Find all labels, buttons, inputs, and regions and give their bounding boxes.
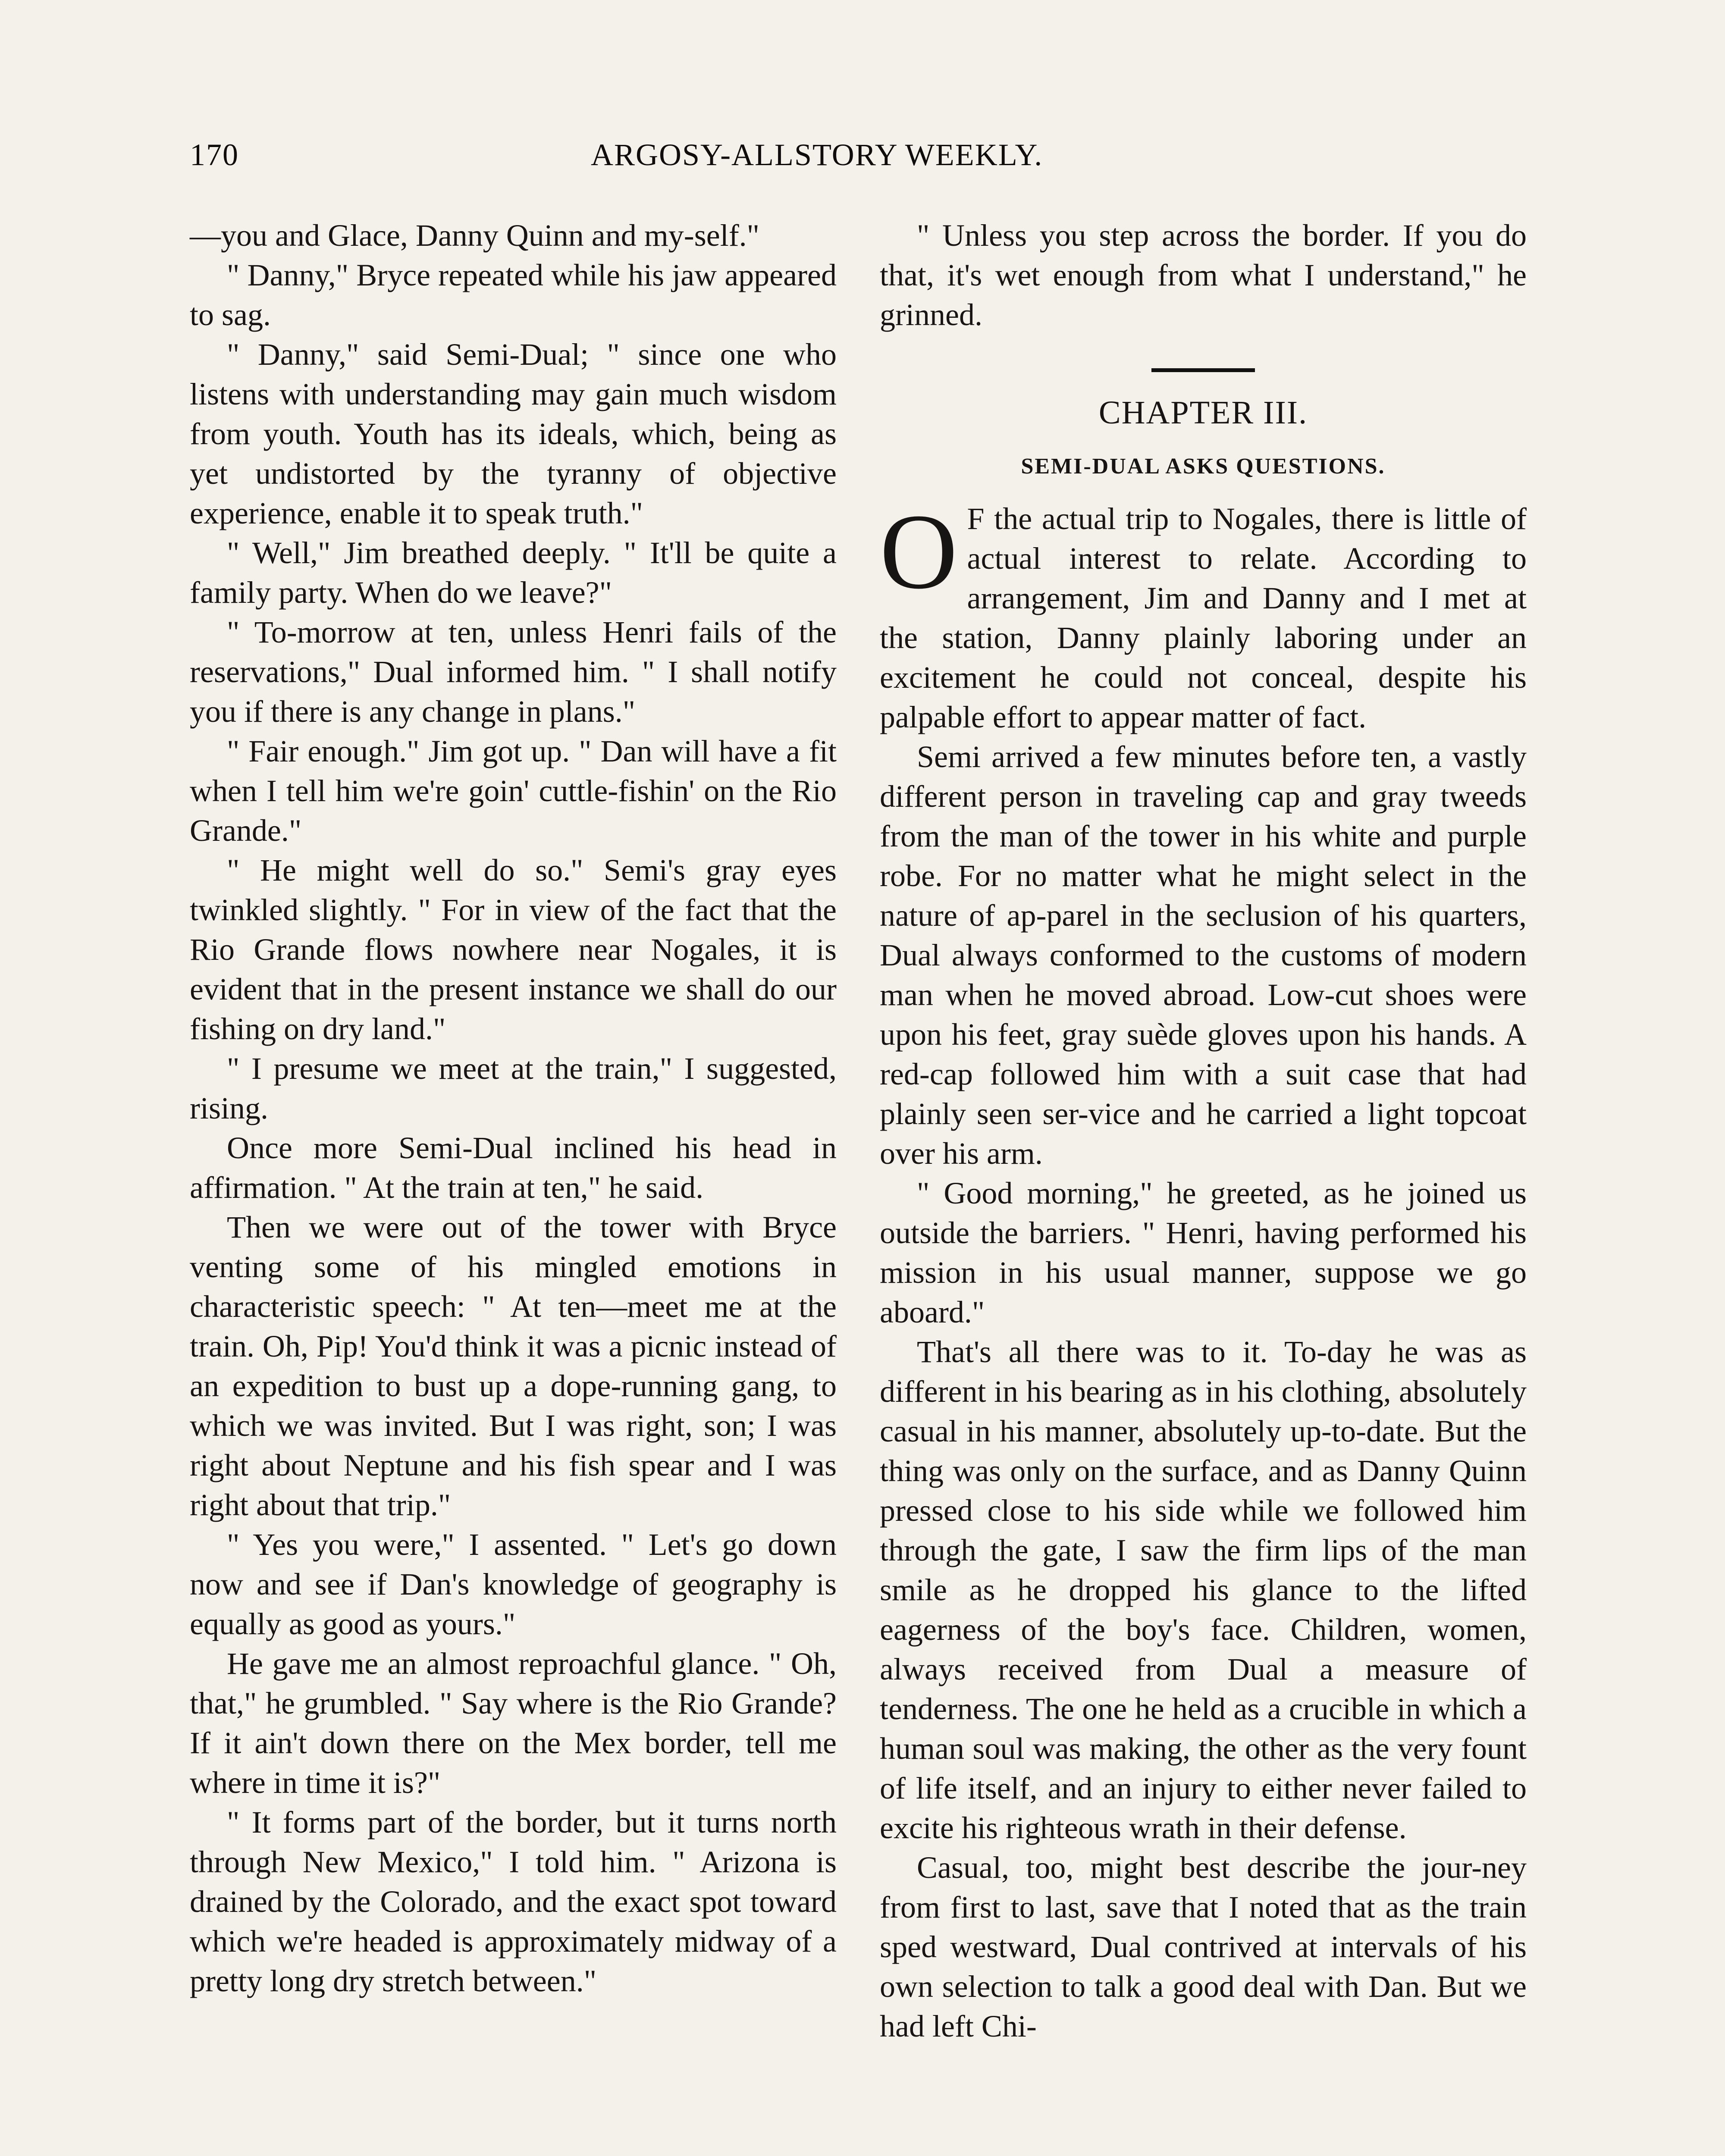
- opening-paragraph: " Unless you step across the border. If you do that, it's wet enough from what I understand," he grinned.: [880, 218, 1527, 332]
- chapter-subtitle: SEMI-DUAL ASKS QUESTIONS.: [1021, 454, 1386, 479]
- section-divider: [1151, 368, 1255, 372]
- paragraph: Casual, too, might best describe the jour-ney from first to last, save that I noted that as the train sped westward, Dual contrived at intervals of his own selection to talk a good deal with Dan. But we had left Chi-: [880, 1850, 1527, 2043]
- paragraph: " Danny," Bryce repeated while his jaw appeared to sag.: [190, 258, 837, 332]
- paragraph: " I presume we meet at the train," I suggested, rising.: [190, 1051, 837, 1125]
- paragraph: " Fair enough." Jim got up. " Dan will have a fit when I tell him we're goin' cuttle-fishin' on the Rio Grande.": [190, 734, 837, 848]
- chapter-title: CHAPTER III.: [1098, 395, 1308, 431]
- paragraph: " Danny," said Semi-Dual; " since one who listens with understanding may gain much wisdom from youth. Youth has its ideals, which, being as yet undistorted by the tyranny of objective experience, enable it to speak truth.": [190, 337, 837, 530]
- page-number: 170: [190, 138, 239, 172]
- running-head: ARGOSY-ALLSTORY WEEKLY.: [591, 138, 1043, 172]
- first-paragraph-text: F the actual trip to Nogales, there is little of actual interest to relate. According to arrangement, Jim and Danny and I met at the station, Danny plainly laboring under an excitement he could not conceal, despite his palpable effort to appear matter of fact.: [880, 501, 1527, 734]
- paragraph: " To-morrow at ten, unless Henri fails of the reservations," Dual informed him. " I shall notify you if there is any change in plans.": [190, 615, 837, 729]
- left-column: [190, 216, 837, 2001]
- paragraph: Semi arrived a few minutes before ten, a vastly different person in traveling cap and gray tweeds from the man of the tower in his white and purple robe. For no matter what he might select in the nature of ap-parel in the seclusion of his quarters, Dual always conformed to the customs of modern man when he moved abroad. Low-cut shoes were upon his feet, gray suède gloves upon his hands. A red-cap followed him with a suit case that had plainly seen ser-vice and he carried a light topcoat over his arm.: [880, 740, 1527, 1171]
- paragraph: Then we were out of the tower with Bryce venting some of his mingled emotions in characteristic speech: " At ten—meet me at the train. Oh, Pip! You'd think it was a picnic instead of an expedition to bust up a dope-running gang, to which we was invited. But I was right, son; I was right about Neptune and his fish spear and I was right about that trip.": [190, 1210, 837, 1522]
- paragraph: " Yes you were," I assented. " Let's go down now and see if Dan's knowledge of geography is equally as good as yours.": [190, 1527, 837, 1641]
- page-header: [0, 137, 1725, 185]
- paragraph: " Good morning," he greeted, as he joined us outside the barriers. " Henri, having performed his mission in his usual manner, suppose we go aboard.": [880, 1176, 1527, 1329]
- right-column: [880, 216, 1527, 2046]
- paragraph: " Well," Jim breathed deeply. " It'll be quite a family party. When do we leave?": [190, 536, 837, 610]
- paragraph: " It forms part of the border, but it turns north through New Mexico," I told him. " Arizona is drained by the Colorado, and the exact spot toward which we're headed is approximately midway of a pretty long dry stretch between.": [190, 1805, 837, 1998]
- paragraph: That's all there was to it. To-day he was as different in his bearing as in his clothing, absolutely casual in his manner, absolutely up-to-date. But the thing was only on the surface, and as Danny Quinn pressed close to his side while we followed him through the gate, I saw the firm lips of the man smile as he dropped his glance to the lifted eagerness of the boy's face. Children, women, always received from Dual a measure of tenderness. The one he held as a crucible in which a human soul was making, the other as the very fount of life itself, and an injury to either never failed to excite his righteous wrath in their defense.: [880, 1335, 1527, 1845]
- paragraph: He gave me an almost reproachful glance. " Oh, that," he grumbled. " Say where is the Rio Grande? If it ain't down there on the Mex border, tell me where in time it is?": [190, 1646, 837, 1800]
- paragraph: Once more Semi-Dual inclined his head in affirmation. " At the train at ten," he said.: [190, 1131, 837, 1205]
- chapter-first-paragraph: [880, 492, 1527, 737]
- drop-cap: O: [880, 492, 958, 611]
- paragraph: —you and Glace, Danny Quinn and my-self.": [190, 218, 760, 253]
- paragraph: " He might well do so." Semi's gray eyes twinkled slightly. " For in view of the fact that the Rio Grande flows nowhere near Nogales, it is evident that in the present instance we shall do our fishing on dry land.": [190, 853, 837, 1046]
